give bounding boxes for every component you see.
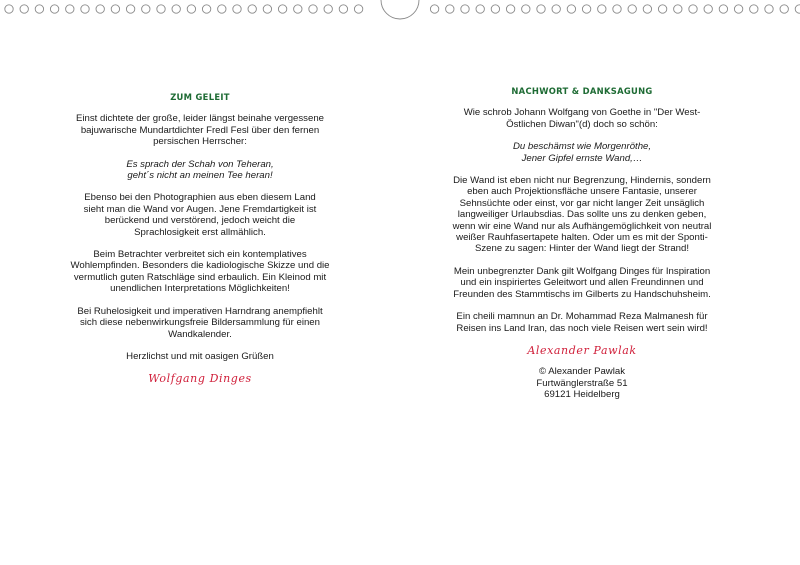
binding-hole: [780, 5, 788, 13]
text-line: Bei Ruhelosigkeit und imperativen Harndrang anempfiehlt: [77, 305, 323, 317]
address-block: [434, 366, 730, 400]
text-line: Sprachlosigkeit erst allmählich.: [134, 226, 266, 238]
text-line: Wie schrob Johann Wolfgang von Goethe in "Der West-: [463, 107, 701, 119]
binding-hole: [324, 5, 332, 13]
binding-hole: [96, 5, 104, 13]
foreword-body: [50, 113, 350, 362]
binding-hole: [567, 5, 575, 13]
binding-hole: [522, 5, 530, 13]
address-line: Furtwänglerstraße 51: [536, 377, 628, 389]
binding-hole: [506, 5, 514, 13]
text-line: Szene zu sagen: Hinter der Wand liegt der Strand!: [474, 243, 690, 255]
binding-hole: [354, 5, 362, 13]
text-line: geht´s nicht an meinen Tee heran!: [127, 170, 273, 182]
binding-hole: [719, 5, 727, 13]
text-line: Reisen ins Land Iran, das noch viele Reisen wert sein wird!: [456, 322, 708, 334]
text-line: sich diese nebenwirkungsfreie Bildersammlung für einen: [80, 317, 320, 329]
binding-hole: [628, 5, 636, 13]
paragraph: [434, 141, 730, 164]
paragraph: [434, 175, 730, 255]
binding-hole: [142, 5, 150, 13]
binding-hole: [430, 5, 438, 13]
text-line: vermutlich guten Ratschläge sind erbaulich. Ein Kleinod mit: [73, 271, 327, 283]
binding-hole: [552, 5, 560, 13]
address-line: © Alexander Pawlak: [539, 366, 625, 378]
text-line: Jener Gipfel ernste Wand,…: [521, 152, 643, 164]
binding-hole: [537, 5, 545, 13]
binding-hole: [582, 5, 590, 13]
binding-hole: [187, 5, 195, 13]
text-line: unendlichen Interpretations Möglichkeiten!: [110, 283, 290, 295]
text-line: wenn wir eine Wand nur als Aufhängemöglichkeit von neutral: [452, 220, 712, 232]
text-line: Es sprach der Schah von Teheran,: [126, 158, 274, 170]
text-line: Wandkalender.: [168, 328, 232, 340]
binding-hole: [598, 5, 606, 13]
binding-hole: [35, 5, 43, 13]
text-line: Östlichen Diwan"(d) doch so schön:: [506, 118, 658, 130]
binding-hole: [278, 5, 286, 13]
binding-hole: [66, 5, 74, 13]
binding-hole: [126, 5, 134, 13]
paragraph: [50, 192, 350, 238]
binding-hole: [734, 5, 742, 13]
paragraph: [434, 107, 730, 130]
paragraph: [434, 311, 730, 334]
binding-hole: [613, 5, 621, 13]
paragraph: [50, 306, 350, 340]
binding-hole: [476, 5, 484, 13]
binding-hole: [294, 5, 302, 13]
text-line: Die Wand ist eben nicht nur Begrenzung, Hindernis, sondern: [453, 175, 711, 187]
afterword-section: [434, 86, 730, 401]
text-line: Ein cheili mamnun an Dr. Mohammad Reza Malmanesh für: [456, 311, 708, 323]
text-line: bajuwarische Mundartdichter Fredl Fesl über den fernen: [80, 124, 320, 136]
text-line: persischen Herrscher:: [153, 136, 247, 148]
foreword-signature: Wolfgang Dinges: [148, 372, 252, 386]
binding-hole: [111, 5, 119, 13]
binding-hole: [233, 5, 241, 13]
afterword-body: [434, 107, 730, 334]
binding-hole: [491, 5, 499, 13]
binding-hole: [172, 5, 180, 13]
text-line: Sehnsüchte oder einst, vor gar nicht langer Zeit unsäglich: [459, 197, 705, 209]
text-line: Ebenso bei den Photographien aus eben diesem Land: [84, 192, 316, 204]
binding-hole: [20, 5, 28, 13]
foreword-section: [50, 92, 350, 395]
binding-hole: [658, 5, 666, 13]
binding-holes-graphic: [0, 0, 800, 22]
binding-hole: [461, 5, 469, 13]
binding-hole: [339, 5, 347, 13]
paragraph: [50, 113, 350, 147]
binding-hole: [689, 5, 697, 13]
binding-hole: [765, 5, 773, 13]
binding-hole: [263, 5, 271, 13]
binding-hole: [704, 5, 712, 13]
paragraph: [50, 351, 350, 362]
text-line: Herzlichst und mit oasigen Grüßen: [126, 350, 274, 362]
binding-hole: [81, 5, 89, 13]
binding-hole: [795, 5, 800, 13]
binding-hole: [446, 5, 454, 13]
binding-hole: [674, 5, 682, 13]
binding-hole: [157, 5, 165, 13]
text-line: eben auch Projektionsfläche unsere Fantasie, unserer: [467, 186, 697, 198]
binding-hole: [202, 5, 210, 13]
text-line: langweiliger Urlaubsdias. Das sollte uns zu denken geben,: [457, 209, 707, 221]
text-line: sieht man die Wand vor Augen. Jene Fremdartigkeit ist: [83, 203, 317, 215]
paragraph: [50, 249, 350, 295]
binding-hole: [50, 5, 58, 13]
address-line: 69121 Heidelberg: [544, 389, 620, 401]
binding-hole: [643, 5, 651, 13]
binding-hole: [750, 5, 758, 13]
foreword-heading: ZUM GELEIT: [170, 92, 230, 102]
binding-hole: [218, 5, 226, 13]
text-line: Freunden des Stammtischs im Gilberts zu Handschuhsheim.: [453, 288, 711, 300]
calendar-spiral-binding: [0, 0, 800, 22]
text-line: Mein unbegrenzter Dank gilt Wolfgang Dinges für Inspiration: [453, 265, 711, 277]
text-line: Beim Betrachter verbreitet sich ein kontemplatives: [93, 249, 307, 261]
binding-hole: [5, 5, 13, 13]
text-line: und ein inspiriertes Geleitwort und allen Freundinnen und: [460, 277, 704, 289]
afterword-signature: Alexander Pawlak: [527, 343, 637, 357]
paragraph: [50, 159, 350, 182]
text-line: berückend und verstörend, jedoch weicht die: [104, 215, 296, 227]
hanger-notch: [381, 0, 419, 19]
binding-hole: [309, 5, 317, 13]
afterword-heading: NACHWORT & DANKSAGUNG: [511, 86, 653, 96]
text-line: Einst dichtete der große, leider längst beinahe vergessene: [76, 113, 324, 125]
paragraph: [434, 266, 730, 300]
text-line: weißer Rauhfasertapete halten. Oder um es mit der Sponti-: [456, 232, 708, 244]
text-line: Wohlempfinden. Besonders die kadiologische Skizze und die: [70, 260, 330, 272]
text-line: Du beschämst wie Morgenröthe,: [512, 141, 652, 153]
binding-hole: [248, 5, 256, 13]
